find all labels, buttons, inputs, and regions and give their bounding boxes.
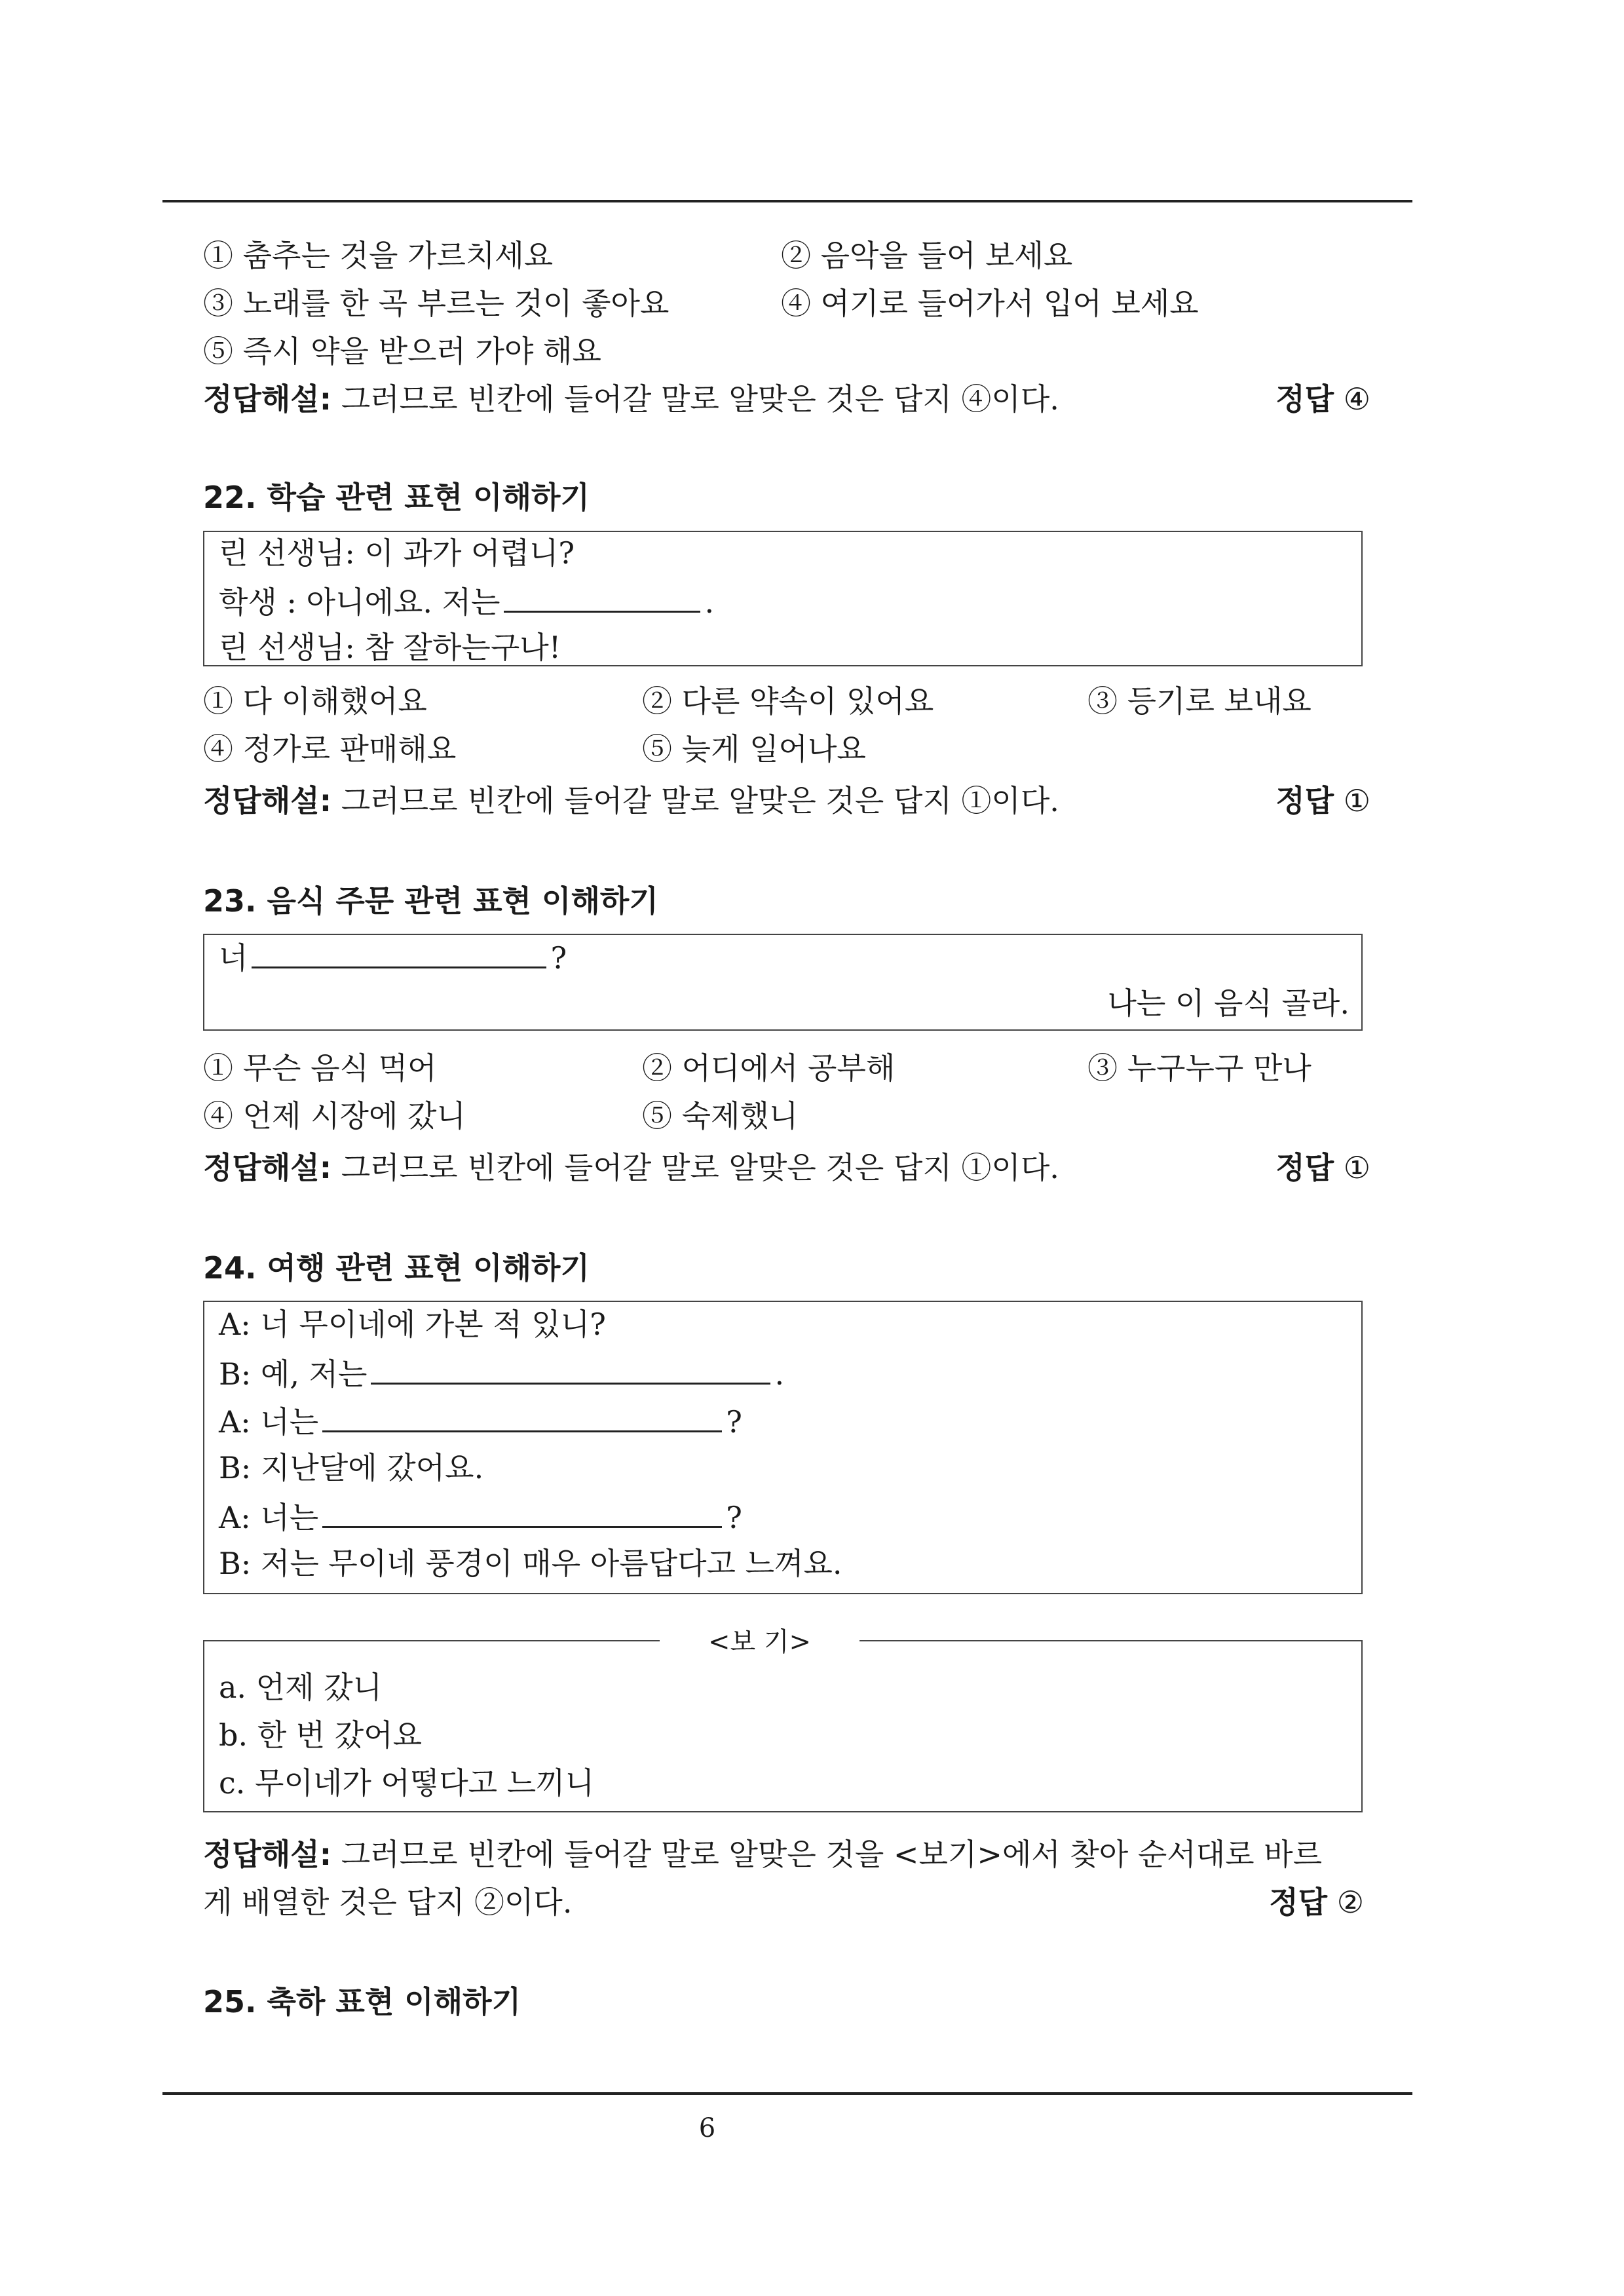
answer-blank	[504, 581, 700, 613]
q24-explanation-line-1	[203, 1835, 1370, 1874]
explanation-label: 정답해설:	[203, 381, 332, 417]
q23-dialogue-line-2: 나는 이 음식 골라.	[1107, 985, 1350, 1021]
q23-dialogue-box	[203, 934, 1363, 1031]
q24-dialogue-line-3: A: 너는 ?	[219, 1400, 742, 1442]
q22-option-2: ② 다른 약속이 있어요	[642, 683, 934, 719]
q25-title: 25. 축하 표현 이해하기	[203, 1984, 521, 2019]
q22-option-5: ⑤ 늦게 일어나요	[642, 731, 866, 767]
q24-title: 24. 여행 관련 표현 이해하기	[203, 1250, 590, 1286]
explanation-text-cont: 게 배열한 것은 답지 ②이다.	[203, 1885, 573, 1920]
q23-title: 23. 음식 주문 관련 표현 이해하기	[203, 883, 658, 919]
bogi-title: <보 기>	[708, 1627, 812, 1657]
answer-label: 정답	[1269, 1885, 1328, 1920]
q22-option-3: ③ 등기로 보내요	[1087, 683, 1312, 719]
footer-rule	[162, 2092, 1412, 2095]
explanation-label: 정답해설:	[203, 783, 332, 818]
q22-dialogue-box	[203, 531, 1363, 666]
q23-option-4: ④ 언제 시장에 갔니	[203, 1098, 466, 1134]
q23-option-3: ③ 누구누구 만나	[1087, 1050, 1312, 1086]
q21-option-3: ③ 노래를 한 곡 부르는 것이 좋아요	[203, 286, 670, 321]
explanation-label: 정답해설:	[203, 1150, 332, 1185]
answer-label: 정답	[1275, 1150, 1334, 1185]
bogi-frame	[203, 1640, 1363, 1812]
answer-blank	[252, 936, 546, 968]
explanation-label: 정답해설:	[203, 1837, 332, 1872]
answer-value: ①	[1334, 783, 1370, 818]
q24-dialogue-line-5: A: 너는 ?	[219, 1496, 742, 1537]
q22-answer	[1275, 781, 1370, 820]
q23-option-1: ① 무슨 음식 먹어	[203, 1050, 437, 1086]
q24-dialogue-line-1: A: 너 무이네에 가본 적 있니?	[219, 1307, 606, 1342]
q22-dialogue-line-2: 학생 : 아니에요. 저는 .	[219, 581, 714, 622]
answer-blank	[322, 1496, 722, 1528]
q21-answer	[1275, 379, 1370, 419]
bogi-item-a: a. 언제 갔니	[219, 1670, 383, 1705]
q22-option-1: ① 다 이해했어요	[203, 683, 427, 719]
explanation-text: 그러므로 빈칸에 들어갈 말로 알맞은 것을 <보기>에서 찾아 순서대로 바르	[331, 1837, 1323, 1872]
q21-option-2: ② 음악을 들어 보세요	[781, 238, 1073, 273]
answer-value: ②	[1327, 1885, 1364, 1920]
q22-dialogue-line-3: 린 선생님: 참 잘하는구나!	[219, 630, 561, 665]
bogi-item-c: c. 무이네가 어떻다고 느끼니	[219, 1765, 595, 1801]
q23-answer	[1275, 1148, 1370, 1187]
q23-explanation	[203, 1148, 1370, 1187]
q24-explanation-line-2	[203, 1883, 1370, 1922]
q21-explanation	[203, 379, 1370, 419]
bogi-item-b: b. 한 번 갔어요	[219, 1717, 423, 1753]
q22-option-4: ④ 정가로 판매해요	[203, 731, 457, 767]
q21-option-5: ⑤ 즉시 약을 받으러 가야 해요	[203, 334, 601, 369]
q21-option-4: ④ 여기로 들어가서 입어 보세요	[781, 286, 1199, 321]
answer-label: 정답	[1275, 381, 1334, 417]
header-rule	[162, 200, 1412, 202]
q24-dialogue-box	[203, 1301, 1363, 1594]
explanation-text: 그러므로 빈칸에 들어갈 말로 알맞은 것은 답지 ①이다.	[331, 783, 1059, 818]
answer-label: 정답	[1275, 783, 1334, 818]
q24-dialogue-line-4: B: 지난달에 갔어요.	[219, 1450, 484, 1485]
q22-dialogue-line-1: 린 선생님: 이 과가 어렵니?	[219, 535, 575, 571]
q23-dialogue-line-1: 너 ?	[219, 936, 567, 978]
q24-dialogue-line-2: B: 예, 저는 .	[219, 1352, 784, 1394]
q23-option-2: ② 어디에서 공부해	[642, 1050, 896, 1086]
page-number: 6	[698, 2113, 716, 2143]
answer-value: ④	[1334, 381, 1370, 417]
q24-dialogue-line-6: B: 저는 무이네 풍경이 매우 아름답다고 느껴요.	[219, 1546, 842, 1581]
q22-explanation	[203, 781, 1370, 820]
explanation-text: 그러므로 빈칸에 들어갈 말로 알맞은 것은 답지 ①이다.	[331, 1150, 1059, 1185]
q24-answer	[1269, 1883, 1364, 1922]
answer-blank	[322, 1400, 722, 1432]
q21-option-1: ① 춤추는 것을 가르치세요	[203, 238, 554, 273]
q22-title: 22. 학습 관련 표현 이해하기	[203, 480, 590, 515]
answer-value: ①	[1334, 1150, 1370, 1185]
answer-blank	[371, 1352, 770, 1385]
explanation-text: 그러므로 빈칸에 들어갈 말로 알맞은 것은 답지 ④이다.	[331, 381, 1059, 417]
q23-option-5: ⑤ 숙제했니	[642, 1098, 799, 1134]
